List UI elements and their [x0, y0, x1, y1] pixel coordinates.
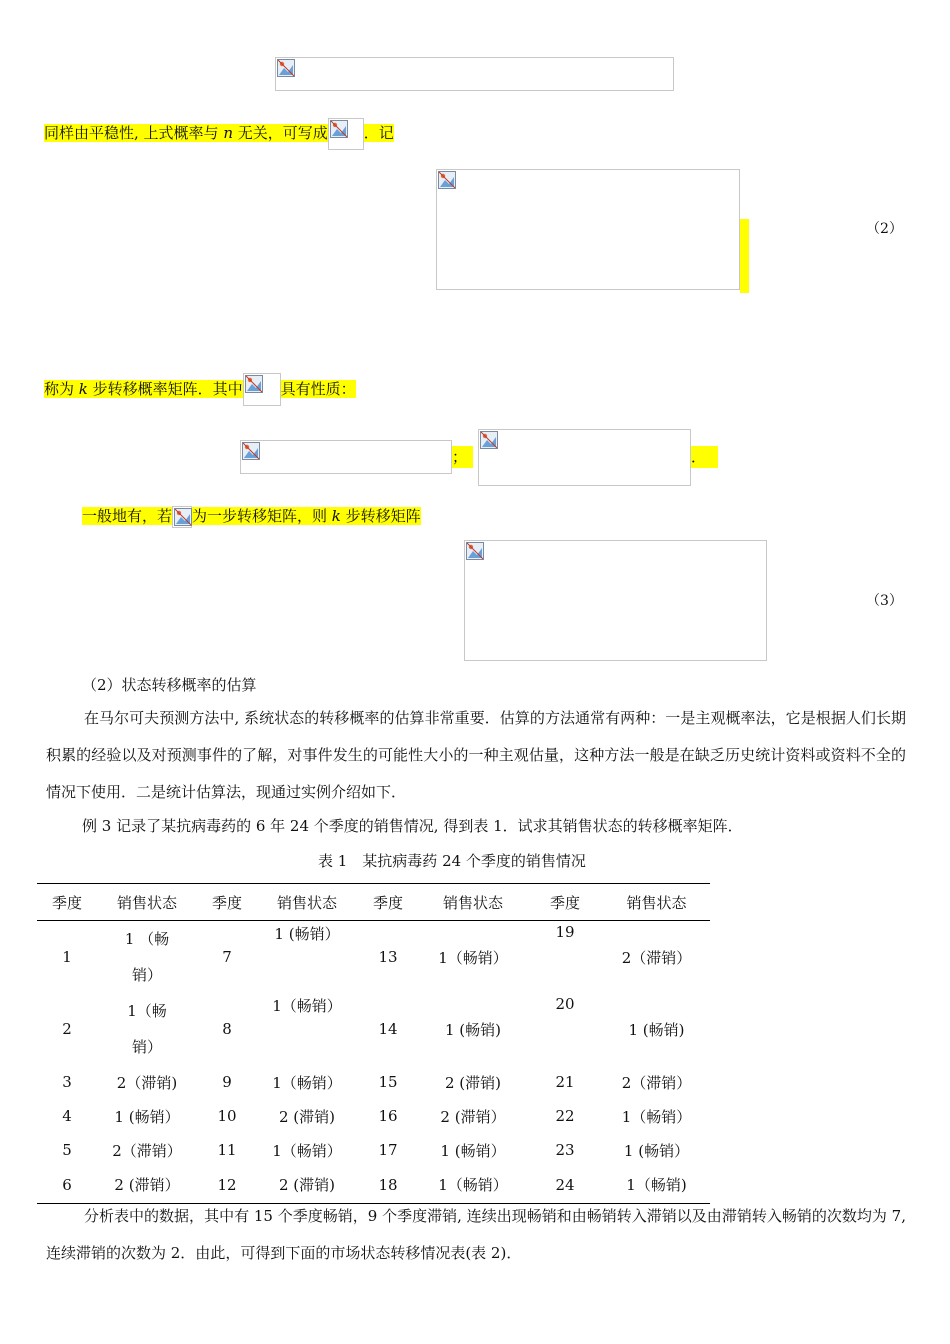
- table-cell: 2 (滞销): [278, 1107, 336, 1126]
- sales-table: [37, 883, 710, 1204]
- table-cell: 2 (滞销): [257, 1167, 357, 1203]
- header-cell: 销售状态: [419, 884, 527, 921]
- table-cell-text: 1（畅销）: [127, 1002, 167, 1056]
- broken-image-icon: [438, 171, 456, 189]
- table-cell: 1 (畅销）: [440, 1141, 506, 1160]
- table-cell: 1 (畅销）: [623, 1141, 690, 1160]
- table-row: [37, 921, 710, 994]
- table-cell-text: 1 （畅销）: [124, 930, 170, 984]
- line1-text-a: 同样由平稳性, 上式概率与: [44, 124, 224, 142]
- equation-number-3: （3）: [866, 593, 903, 609]
- table-cell: 24: [527, 1167, 603, 1203]
- table-cell: 21: [555, 1073, 575, 1091]
- header-cell: 销售状态: [603, 884, 710, 921]
- line2-italic: k: [78, 379, 88, 398]
- broken-image-icon: [174, 508, 192, 526]
- broken-image-icon: [242, 442, 260, 460]
- text-line-3: [82, 505, 421, 528]
- highlight-bar: [740, 219, 749, 293]
- line2-text-b: 步转移概率矩阵．其中: [87, 379, 243, 398]
- table-cell: 1 (畅销): [628, 1020, 685, 1039]
- table-cell: 5: [62, 1141, 72, 1159]
- header-cell: 季度: [37, 884, 97, 921]
- table-cell: 9: [222, 1073, 232, 1091]
- broken-image-icon: [480, 431, 498, 449]
- table-cell-text: 1 (畅销）: [274, 925, 340, 943]
- table-cell: 1（畅销）: [419, 1167, 527, 1203]
- line2-text-a: 称为: [44, 379, 79, 398]
- table-cell: 1（畅销): [603, 1167, 710, 1203]
- line3-text-c: 步转移矩阵: [340, 507, 421, 525]
- inline-equation-image-3: [172, 506, 192, 528]
- example-line: 例 3 记录了某抗病毒药的 6 年 24 个季度的销售情况, 得到表 1．试求其销售状态的转移概率矩阵．: [82, 817, 743, 835]
- property-separator-1: ；: [452, 446, 473, 468]
- table-cell: 2: [62, 1020, 72, 1038]
- table-cell-text: 1（畅销）: [272, 997, 342, 1015]
- header-cell: 季度: [357, 884, 419, 921]
- property-separator-2: ．: [691, 446, 718, 468]
- table-cell: 11: [217, 1141, 237, 1159]
- table-cell: 2（滞销）: [112, 1141, 182, 1160]
- table-cell: 16: [378, 1107, 398, 1125]
- table-cell: 1（畅销）: [272, 1073, 342, 1092]
- header-cell: 季度: [197, 884, 257, 921]
- paragraph-1-text: 在马尔可夫预测方法中, 系统状态的转移概率的估算非常重要．估算的方法通常有两种：一是主观概率法，它是根据人们长期积累的经验以及对预测事件的了解，对事件发生的可能性大小的一种主观估量，这种方法一般是在缺乏历史统计资料或资料不全的情况下使用．二是统计估算法，现通过实例介绍如下．: [46, 709, 906, 801]
- header-cell: 销售状态: [97, 884, 197, 921]
- line1-text-c: ．记: [363, 124, 394, 142]
- table-cell: [257, 921, 357, 994]
- table-cell: 1（畅销）: [621, 1107, 692, 1126]
- inline-equation-image-1: [328, 118, 364, 150]
- table-cell: 4: [62, 1107, 72, 1125]
- table-cell: [97, 921, 197, 994]
- paragraph-2: [46, 1198, 906, 1272]
- equation-image-2: [436, 169, 740, 290]
- table-cell-text: 20: [555, 995, 575, 1013]
- table-cell: 7: [222, 948, 232, 966]
- table-cell: 2 (滞销): [444, 1073, 502, 1092]
- table-cell: [527, 921, 603, 994]
- table-row: [37, 1099, 710, 1133]
- table-cell: 8: [222, 1020, 232, 1038]
- table-cell: 23: [555, 1141, 575, 1159]
- table-cell: 1（畅销）: [438, 948, 508, 967]
- line1-italic: n: [223, 124, 233, 142]
- inline-equation-image-2: [243, 373, 281, 406]
- text-line-2: [44, 373, 356, 406]
- paragraph-2-text: 分析表中的数据，其中有 15 个季度畅销，9 个季度滞销, 连续出现畅销和由畅销转入滞销以及由滞销转入畅销的次数均为 7, 连续滞销的次数为 2．由此，可得到下面的市场状态转移情况表(表 2)．: [46, 1207, 906, 1262]
- table-cell: 17: [378, 1141, 398, 1159]
- table-cell: 12: [197, 1167, 257, 1203]
- paragraph-1: [46, 700, 906, 811]
- table-cell: 1: [62, 948, 72, 966]
- table-cell: 1 (畅销): [444, 1020, 502, 1039]
- table-cell: 2（滞销）: [621, 948, 692, 967]
- table-cell: 2 (滞销）: [97, 1167, 197, 1203]
- header-cell: 季度: [527, 884, 603, 921]
- table-cell: 2（滞销）: [621, 1073, 692, 1092]
- table-cell: 2（滞销): [116, 1073, 178, 1092]
- line3-italic: k: [331, 507, 341, 525]
- equation-image-3: [464, 540, 767, 661]
- table-caption: 表 1 某抗病毒药 24 个季度的销售情况: [318, 852, 586, 870]
- line3-text-b: 为一步转移矩阵，则: [192, 507, 332, 525]
- table-cell: 2 (滞销）: [440, 1107, 506, 1126]
- table-cell: 10: [217, 1107, 237, 1125]
- table-cell: 3: [62, 1073, 72, 1091]
- table-cell: [97, 993, 197, 1065]
- broken-image-icon: [245, 375, 263, 393]
- broken-image-icon: [466, 542, 484, 560]
- line1-text-b: 无关，可写成: [232, 124, 328, 142]
- table-cell: [527, 993, 603, 1065]
- line3-text-a: 一般地有，若: [82, 507, 173, 525]
- broken-image-icon: [330, 120, 348, 138]
- table-cell: 18: [357, 1167, 419, 1203]
- line2-text-c: 具有性质：: [280, 379, 356, 398]
- table-cell: 6: [37, 1167, 97, 1203]
- broken-image-icon: [277, 59, 295, 77]
- table-row: [37, 993, 710, 1065]
- equation-image-1: [275, 57, 674, 91]
- table-row: [37, 1065, 710, 1099]
- table-cell: [257, 993, 357, 1065]
- section-heading: （2）状态转移概率的估算: [82, 676, 257, 694]
- table-header-row: [37, 884, 710, 921]
- property-image-2: [478, 429, 691, 486]
- table-cell: 15: [378, 1073, 398, 1091]
- table-row: [37, 1133, 710, 1167]
- table-cell: 14: [378, 1020, 398, 1038]
- text-line-1: [44, 118, 394, 150]
- table-cell: 22: [555, 1107, 575, 1125]
- header-cell: 销售状态: [257, 884, 357, 921]
- table-cell: 1 (畅销）: [114, 1107, 180, 1126]
- table-cell: 13: [378, 948, 398, 966]
- equation-number-2: （2）: [866, 221, 903, 237]
- property-image-1: [240, 440, 452, 474]
- table-cell-text: 19: [555, 923, 575, 941]
- table-cell: 1（畅销）: [272, 1141, 342, 1160]
